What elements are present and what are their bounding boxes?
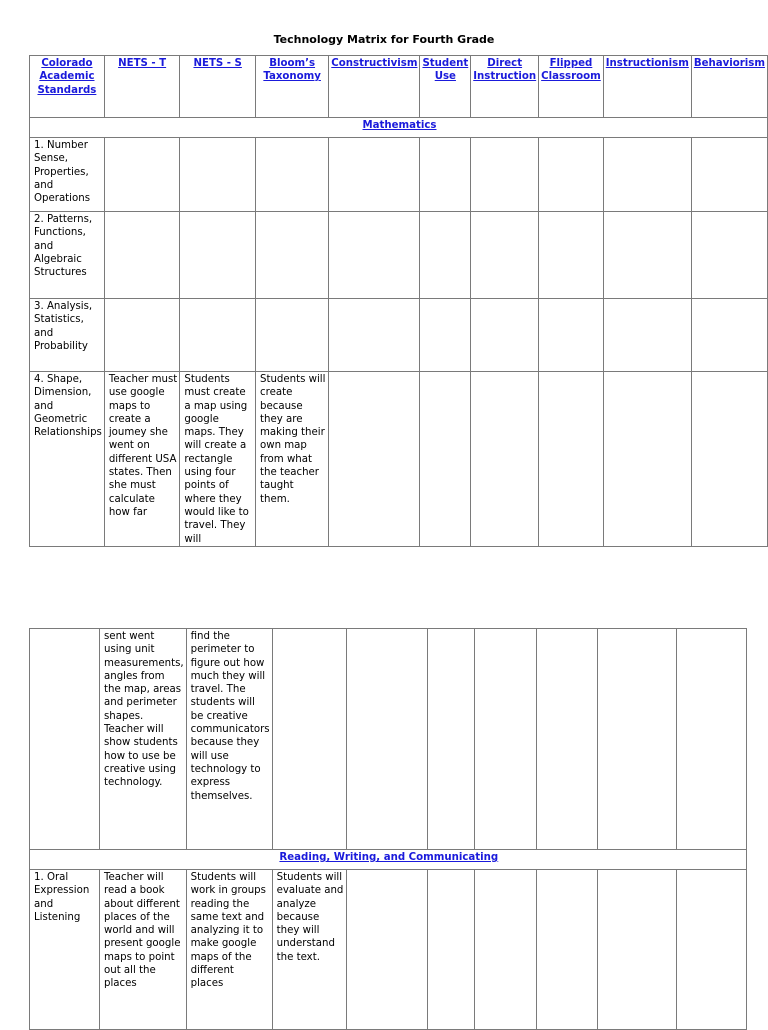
table-row xyxy=(30,629,747,850)
nets-t-cell: Teacher will read a book about different places of the world and will present google maps to point out all the places xyxy=(100,870,187,1030)
blooms-cell xyxy=(272,629,346,850)
empty-cell xyxy=(536,629,597,850)
nets-t-cell xyxy=(104,138,180,212)
empty-cell xyxy=(420,299,471,372)
empty-cell xyxy=(691,372,767,547)
standard-cell xyxy=(30,629,100,850)
col-header-instructionism[interactable]: Instructionism xyxy=(603,56,691,118)
section-row-mathematics xyxy=(30,118,768,138)
empty-cell xyxy=(471,138,539,212)
empty-cell xyxy=(420,372,471,547)
table-row xyxy=(30,138,768,212)
header-row xyxy=(30,56,768,118)
empty-cell xyxy=(329,372,420,547)
col-header-nets-s[interactable]: NETS - S xyxy=(180,56,256,118)
table-row xyxy=(30,372,768,547)
technology-matrix-table xyxy=(29,55,768,547)
empty-cell xyxy=(691,299,767,372)
empty-cell xyxy=(539,212,604,299)
empty-cell xyxy=(329,299,420,372)
section-row-reading-writing xyxy=(30,850,747,870)
empty-cell xyxy=(420,138,471,212)
blooms-cell: Students will create because they are making their own map from what the teacher taught them. xyxy=(256,372,329,547)
empty-cell xyxy=(691,212,767,299)
nets-s-cell: Students must create a map using google maps. They will create a rectangle using four points of where they would like to travel. They will xyxy=(180,372,256,547)
empty-cell xyxy=(474,870,536,1030)
empty-cell xyxy=(603,212,691,299)
col-header-blooms-taxonomy[interactable]: Bloom’s Taxonomy xyxy=(256,56,329,118)
empty-cell xyxy=(474,629,536,850)
empty-cell xyxy=(346,629,427,850)
empty-cell xyxy=(471,372,539,547)
standard-cell: 3. Analysis, Statistics, and Probability xyxy=(30,299,105,372)
empty-cell xyxy=(471,212,539,299)
section-title-reading-writing[interactable]: Reading, Writing, and Communicating xyxy=(30,850,747,870)
col-header-nets-t[interactable]: NETS - T xyxy=(104,56,180,118)
col-header-student-use[interactable]: Student Use xyxy=(420,56,471,118)
table-row xyxy=(30,299,768,372)
blooms-cell: Students will evaluate and analyze because they will understand the text. xyxy=(272,870,346,1030)
empty-cell xyxy=(471,299,539,372)
nets-s-cell xyxy=(180,299,256,372)
standard-cell: 2. Patterns, Functions, and Algebraic Structures xyxy=(30,212,105,299)
standard-cell: 1. Number Sense, Properties, and Operations xyxy=(30,138,105,212)
empty-cell xyxy=(603,138,691,212)
table-row xyxy=(30,212,768,299)
empty-cell xyxy=(539,372,604,547)
standard-cell: 4. Shape, Dimension, and Geometric Relationships xyxy=(30,372,105,547)
col-header-flipped-classroom[interactable]: Flipped Classroom xyxy=(539,56,604,118)
empty-cell xyxy=(603,299,691,372)
standard-cell: 1. Oral Expression and Listening xyxy=(30,870,100,1030)
empty-cell xyxy=(691,138,767,212)
col-header-constructivism[interactable]: Constructivism xyxy=(329,56,420,118)
nets-s-cell: Students will work in groups reading the same text and analyzing it to make google maps of the different places xyxy=(186,870,272,1030)
col-header-colorado-standards[interactable]: Colorado Academic Standards xyxy=(30,56,105,118)
empty-cell xyxy=(676,870,746,1030)
nets-t-cell xyxy=(104,212,180,299)
empty-cell xyxy=(539,138,604,212)
document-title: Technology Matrix for Fourth Grade xyxy=(273,33,495,46)
col-header-direct-instruction[interactable]: Direct Instruction xyxy=(471,56,539,118)
empty-cell xyxy=(597,629,676,850)
table-row xyxy=(30,870,747,1030)
empty-cell xyxy=(676,629,746,850)
empty-cell xyxy=(427,629,474,850)
empty-cell xyxy=(420,212,471,299)
empty-cell xyxy=(346,870,427,1030)
empty-cell xyxy=(329,138,420,212)
technology-matrix-table-continued xyxy=(29,628,747,1030)
blooms-cell xyxy=(256,138,329,212)
empty-cell xyxy=(329,212,420,299)
empty-cell xyxy=(603,372,691,547)
nets-t-cell: sent went using unit measurements, angles from the map, areas and perimeter shapes. Teacher will show students how to use be creative using technology. xyxy=(100,629,187,850)
empty-cell xyxy=(427,870,474,1030)
section-title-mathematics[interactable]: Mathematics xyxy=(30,118,768,138)
nets-s-cell xyxy=(180,212,256,299)
nets-t-cell xyxy=(104,299,180,372)
col-header-behaviorism[interactable]: Behaviorism xyxy=(691,56,767,118)
blooms-cell xyxy=(256,299,329,372)
nets-s-cell xyxy=(180,138,256,212)
nets-t-cell: Teacher must use google maps to create a joumey she went on different USA states. Then she must calculate how far xyxy=(104,372,180,547)
blooms-cell xyxy=(256,212,329,299)
empty-cell xyxy=(597,870,676,1030)
empty-cell xyxy=(539,299,604,372)
empty-cell xyxy=(536,870,597,1030)
nets-s-cell: find the perimeter to figure out how much they will travel. The students will be creative communicators because they will use technology to express themselves. xyxy=(186,629,272,850)
